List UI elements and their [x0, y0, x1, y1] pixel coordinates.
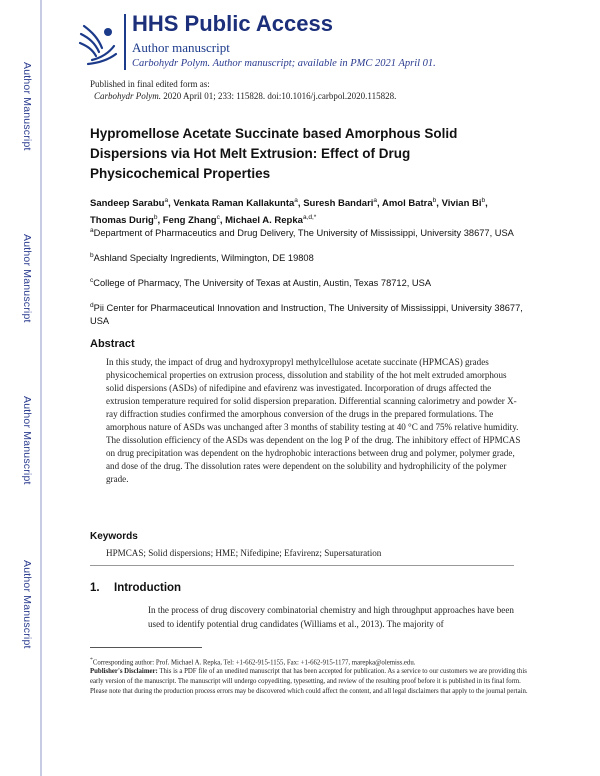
publisher-disclaimer — [90, 667, 530, 697]
affiliation-list — [90, 224, 530, 337]
affiliation — [90, 299, 530, 328]
citation-details: 2020 April 01; 233: 115828. doi:10.1016/j.carbpol.2020.115828. — [163, 91, 397, 101]
affiliation-text: Department of Pharmaceutics and Drug Delivery, The University of Mississippi, University 38677, USA — [93, 228, 514, 239]
author-name: Sandeep Sarabu — [90, 198, 165, 210]
footnote-divider — [90, 647, 202, 648]
author-list: Sandeep Sarabu$^a$, Venkata Raman Kallakunta$^a$, Suresh Bandari$^a$, Amol Batra$^b$, Vivian Bi$^b$, Thomas Durig$^b$, Feng Zhang$^c$, Michael A. Repka$^{a,d,*}$ — [90, 197, 488, 227]
affiliation-text: Pii Center for Pharmaceutical Innovation and Instruction, The University of Mississippi, University 38677, USA — [90, 303, 523, 327]
author-name: Suresh Bandari — [303, 198, 374, 210]
availability-note: Carbohydr Polym. Author manuscript; available in PMC 2021 April 01. — [132, 58, 436, 69]
published-label: Published in final edited form as: — [90, 79, 210, 89]
disclaimer-text: This is a PDF file of an unedited manuscript that has been accepted for publication. As a service to our customers we are providing this early version of the manuscript. The manuscript will undergo copyediting, typesetting, and review of the resulting proof before it is published in its final form. Please note that during the production process errors may be discovered which could affect the content, and all legal disclaimers that apply to the journal pertain. — [90, 668, 528, 695]
introduction-text: In the process of drug discovery combinatorial chemistry and high throughput approaches have been used to identify potential drug candidates (Williams et al., 2013). The majority of — [148, 605, 514, 629]
hhs-title: HHS Public Access — [132, 11, 333, 36]
affiliation — [90, 224, 530, 240]
affiliation-mark: a — [90, 227, 94, 234]
affiliation — [90, 249, 530, 265]
corresponding-author-text: Corresponding author: Prof. Michael A. Repka, Tel: +1-662-915-1155, Fax: +1-662-915-1177, marepka@olemiss.edu. — [92, 659, 416, 667]
author-affiliation-mark: b — [153, 214, 158, 222]
footnote-mark: * — [90, 657, 93, 663]
keywords-heading: Keywords — [90, 531, 138, 542]
author-manuscript-label: Author manuscript — [132, 40, 230, 55]
publication-info — [90, 78, 396, 102]
author-affiliation-mark: b — [481, 197, 486, 204]
hhs-header — [72, 6, 572, 76]
affiliation-text: Ashland Specialty Ingredients, Wilmington, DE 19808 — [93, 253, 314, 264]
author-name: Thomas Durig — [90, 215, 154, 227]
author-name: Venkata Raman Kallakunta — [173, 198, 295, 210]
journal-name: Carbohydr Polym. — [94, 91, 161, 101]
author-name: Feng Zhang — [162, 215, 217, 227]
author-affiliation-mark: c — [216, 214, 220, 222]
author-affiliation-mark: a — [164, 197, 169, 204]
author-affiliation-mark: a — [294, 197, 298, 204]
author-name: Amol Batra — [381, 198, 433, 210]
author-affiliation-mark: a — [373, 197, 378, 204]
affiliation-mark: b — [90, 252, 94, 260]
sidebar-divider — [40, 0, 42, 776]
keywords-text: HPMCAS; Solid dispersions; HME; Nifedipine; Efavirenz; Supersaturation — [106, 548, 382, 558]
hhs-eagle-logo-icon — [78, 18, 118, 66]
author-affiliation-mark: b — [432, 197, 437, 204]
abstract-heading: Abstract — [90, 338, 135, 350]
affiliation-mark: d — [90, 302, 94, 310]
citation — [90, 90, 396, 102]
introduction-heading — [90, 582, 181, 594]
affiliation-mark: c — [90, 277, 94, 285]
affiliation — [90, 274, 530, 290]
author-affiliation-mark: a,d,* — [302, 214, 317, 222]
abstract-text: In this study, the impact of drug and hydroxypropyl methylcellulose acetate succinate (HPMCAS) grades physicochemical properties on extrusion process, dissolution and stability of the hot melt extruded amorphous solid dispersions (ASDs) of nifedipine and efavirenz was investigated. Incorporation of drugs affected the extrusion temperature required for solid dispersion preparation. Differential scanning calorimetry and powder X-ray diffraction studies confirmed the amorphous conversion of the drugs in the prepared formulations. The amorphous nature of ASDs was unchanged after 3 months of stability testing at 40 °C and 75% relative humidity. The dissolution efficiency of the ASDs was dependent on the log P of the drug. The inhibitory effect of HPMCAS on drug precipitation was dependent on the hydrophobic interactions between drug and polymer, polymer grade, and dose of the drug. The dissolution rates were dependent on the solubility and hydrophilicity of the polymer grade. — [106, 357, 521, 485]
sidebar-label-1: Author Manuscript — [21, 62, 33, 151]
sidebar-label-3: Author Manuscript — [21, 396, 33, 485]
disclaimer-label: Publisher's Disclaimer: — [90, 668, 158, 675]
section-title: Introduction — [114, 582, 182, 594]
logo-divider — [124, 14, 126, 70]
sidebar-label-2: Author Manuscript — [21, 234, 33, 323]
article-title: Hypromellose Acetate Succinate based Amorphous Solid Dispersions via Hot Melt Extrusion: Effect of Drug Physicochemical Properties — [90, 126, 458, 181]
sidebar-label-4: Author Manuscript — [21, 560, 33, 649]
keywords-divider — [90, 565, 514, 566]
section-number: 1. — [90, 582, 100, 594]
author-name: Vivian Bi — [441, 198, 482, 210]
affiliation-text: College of Pharmacy, The University of Texas at Austin, Austin, Texas 78712, USA — [93, 278, 432, 289]
author-name: Michael A. Repka — [225, 215, 303, 227]
